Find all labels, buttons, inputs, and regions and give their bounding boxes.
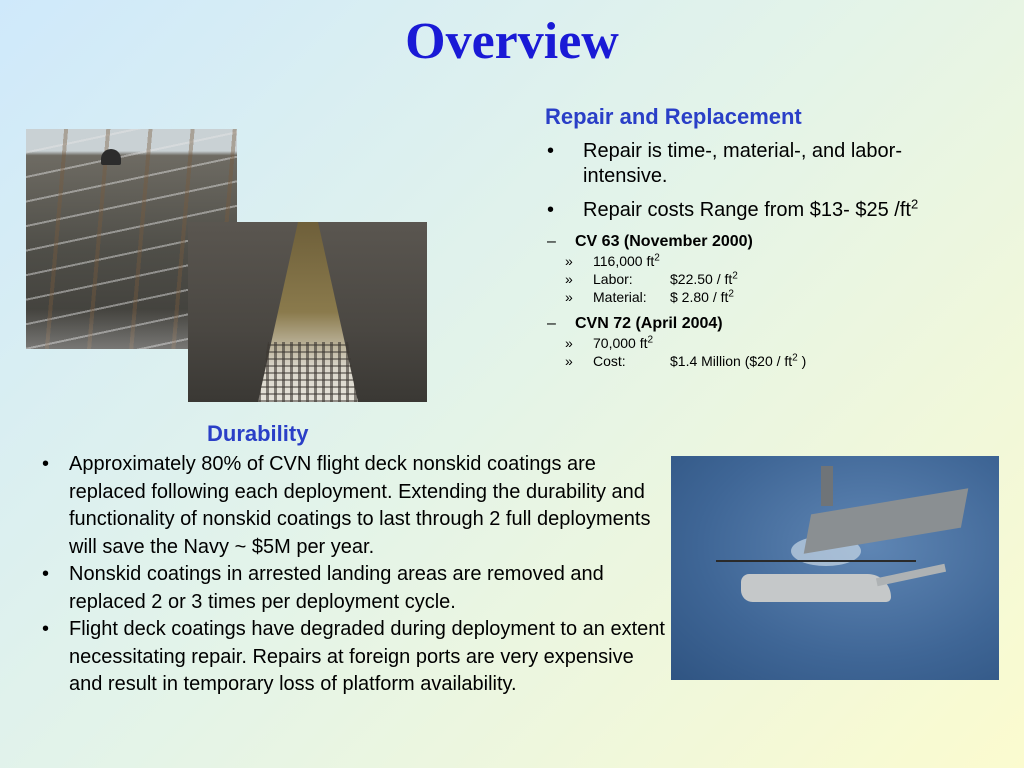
area-label: 116,000 ft	[593, 253, 655, 269]
cv63-item	[545, 232, 975, 252]
labor-value: $22.50 / ft	[670, 271, 733, 287]
durability-list	[42, 451, 667, 699]
superscript: 2	[654, 252, 660, 264]
carrier-helicopter-photo	[671, 456, 999, 680]
cv63-label: CV 63 (November 2000)	[575, 233, 753, 250]
cv63-sub-item	[545, 288, 975, 306]
durability-heading: Durability	[207, 421, 309, 446]
cvn72-item	[545, 314, 975, 334]
bullet-text: Approximately 80% of CVN flight deck nonskid coatings are replaced following each deployment. Extending the durability and functionality of nonskid coatings to last through 2 full deployments will save the Navy ~ $5M per year.	[69, 453, 651, 558]
bullet-text: Repair costs Range from $13- $25 /ft	[583, 199, 911, 221]
superscript: 2	[792, 352, 798, 364]
cvn72-sub-item	[545, 352, 975, 370]
bullet-text: Repair is time-, material-, and labor-intensive.	[583, 140, 902, 187]
bullet-marker: •	[42, 618, 50, 640]
cv63-sub-item	[545, 270, 975, 288]
dash-marker: –	[547, 233, 556, 250]
bullet-text: Flight deck coatings have degraded during deployment to an extent necessitating repair. Repairs at foreign ports are very expensive and result in temporary loss of platform availability.	[69, 618, 665, 695]
dash-marker: –	[547, 315, 556, 332]
bullet-marker: •	[42, 453, 50, 475]
cvn72-label: CVN 72 (April 2004)	[575, 315, 723, 332]
superscript: 2	[732, 270, 738, 282]
superscript: 2	[647, 334, 654, 346]
durability-bullet	[42, 616, 667, 699]
cost-label: Cost:	[593, 353, 626, 369]
repair-list	[545, 139, 975, 370]
slide-title: Overview	[405, 13, 619, 70]
area-label: 70,000 ft	[593, 335, 648, 351]
durability-bullet	[42, 451, 667, 561]
superscript: 2	[910, 196, 919, 212]
landing-strip-photo	[188, 222, 427, 402]
material-value: $ 2.80 / ft	[670, 289, 729, 305]
sub-marker: »	[565, 353, 573, 369]
durability-bullet	[42, 561, 667, 616]
repair-bullet	[545, 198, 975, 223]
cost-value: $1.4 Million ($20 / ft	[670, 353, 793, 369]
material-label: Material:	[593, 289, 647, 305]
repair-bullet	[545, 139, 975, 189]
bullet-marker: •	[42, 563, 50, 585]
sub-marker: »	[565, 289, 573, 305]
sub-marker: »	[565, 253, 573, 269]
bullet-text: Nonskid coatings in arrested landing areas are removed and replaced 2 or 3 times per deployment cycle.	[69, 563, 604, 613]
sub-marker: »	[565, 271, 573, 287]
labor-label: Labor:	[593, 271, 633, 287]
cost-suffix: )	[797, 353, 807, 369]
cv63-sub-item	[545, 252, 975, 270]
bullet-marker: •	[547, 199, 555, 221]
sub-marker: »	[565, 335, 573, 351]
superscript: 2	[728, 288, 734, 300]
repair-heading: Repair and Replacement	[545, 104, 802, 129]
bullet-marker: •	[547, 140, 555, 162]
cvn72-sub-item	[545, 334, 975, 352]
